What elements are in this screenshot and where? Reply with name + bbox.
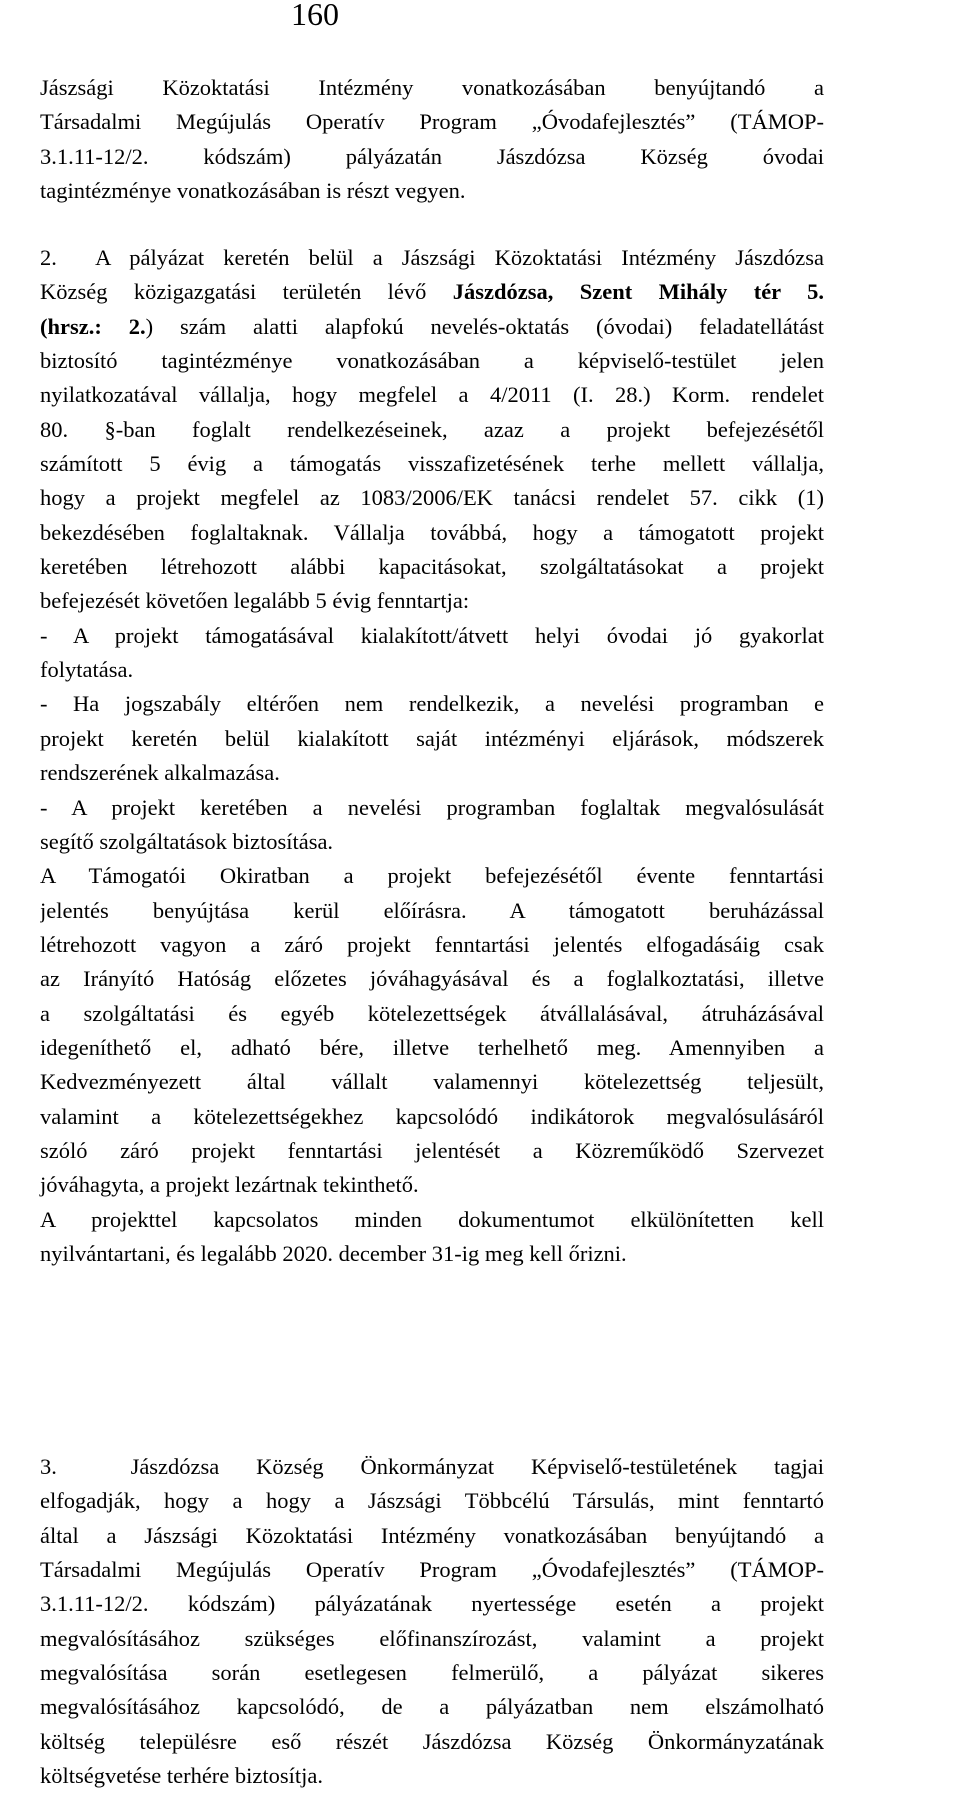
intro-paragraph: [40, 71, 824, 208]
section-2-line: a szolgáltatási és egyéb kötelezettségek átvállalásával, átruházásával: [40, 1000, 824, 1026]
section-2-line-text: A pályázat keretén belül a Jászsági Közoktatási Intézmény Jászdózsa: [95, 245, 824, 270]
section-2-line: hogy a projekt megfelel az 1083/2006/EK tanácsi rendelet 57. cikk (1): [40, 485, 824, 511]
section-3-line: költség településre eső részét Jászdózsa Község Önkormányzatának: [40, 1728, 824, 1754]
section-2-line: [40, 275, 824, 309]
hrsz-bold: (hrsz.: 2.: [40, 313, 146, 339]
section-2-line: segítő szolgáltatások biztosítása.: [40, 828, 334, 854]
section-2-line: A Támogatói Okiratban a projekt befejezésétől évente fenntartási: [40, 863, 824, 889]
section-2-line: bekezdésében foglaltaknak. Vállalja továbbá, hogy a támogatott projekt: [40, 519, 824, 545]
section-2-line: keretében létrehozott alábbi kapacitásokat, szolgáltatásokat a projekt: [40, 554, 824, 580]
section-2-line: jelentés benyújtása kerül előírásra. A támogatott beruházással: [40, 897, 824, 923]
intro-line: Jászsági Közoktatási Intézmény vonatkozásában benyújtandó a: [40, 75, 824, 100]
section-3-number: 3.: [40, 1454, 57, 1479]
section-2-line-plain: ) szám alatti alapfokú nevelés-oktatás (óvodai) feladatellátást: [145, 313, 824, 339]
section-2-line: nyilatkozatával vállalja, hogy megfelel a 4/2011 (I. 28.) Korm. rendelet: [40, 382, 824, 408]
section-2-line: valamint a kötelezettségekhez kapcsolódó indikátorok megvalósulásáról: [40, 1103, 824, 1129]
address-bold: Jászdózsa, Szent Mihály tér 5.: [452, 279, 824, 305]
intro-line: Társadalmi Megújulás Operatív Program „Óvodafejlesztés” (TÁMOP-: [40, 109, 824, 135]
section-2-line: biztosító tagintézménye vonatkozásában a képviselő-testület jelen: [40, 348, 824, 374]
section-2-first-line: [40, 241, 824, 275]
page-number: 160: [291, 0, 339, 32]
section-2-line: - A projekt keretében a nevelési programban foglaltak megvalósulását: [40, 794, 824, 820]
section-2-line: folytatása.: [40, 657, 134, 683]
section-2-line: A projekttel kapcsolatos minden dokumentumot elkülönítetten kell: [40, 1206, 824, 1232]
section-3-line: elfogadják, hogy a hogy a Jászsági Többcélú Társulás, mint fenntartó: [40, 1488, 824, 1514]
section-2-line: létrehozott vagyon a záró projekt fenntartási jelentés elfogadásáig csak: [40, 931, 824, 957]
intro-line: 3.1.11-12/2. kódszám) pályázatán Jászdózsa Község óvodai: [40, 143, 824, 169]
section-3-line: megvalósításához szükséges előfinanszírozást, valamint a projekt: [40, 1625, 824, 1651]
section-2: [40, 241, 824, 1271]
section-3-line: költségvetése terhére biztosítja.: [40, 1763, 324, 1789]
section-2-line: projekt keretén belül kialakított saját intézményi eljárások, módszerek: [40, 725, 824, 751]
intro-line: tagintézménye vonatkozásában is részt vegyen.: [40, 178, 466, 204]
section-2-line: - Ha jogszabály eltérően nem rendelkezik, a nevelési programban e: [40, 691, 824, 717]
section-3-line: megvalósítása során esetlegesen felmerülő, a pályázat sikeres: [40, 1660, 824, 1686]
section-2-line: 80. §-ban foglalt rendelkezéseinek, azaz a projekt befejezésétől: [40, 416, 824, 442]
section-3-line-text: Jászdózsa Község Önkormányzat Képviselő-testületének tagjai: [130, 1454, 824, 1479]
section-2-number: 2.: [40, 245, 57, 270]
section-2-line: számított 5 évig a támogatás visszafizetésének terhe mellett vállalja,: [40, 451, 824, 477]
section-2-line: - A projekt támogatásával kialakított/átvett helyi óvodai jó gyakorlat: [40, 622, 824, 648]
section-2-line: idegeníthető el, adható bére, illetve terhelhető meg. Amennyiben a: [40, 1034, 824, 1060]
section-2-line: rendszerének alkalmazása.: [40, 760, 280, 786]
section-2-line: nyilvántartani, és legalább 2020. december 31-ig meg kell őrizni.: [40, 1240, 627, 1266]
section-2-line: az Irányító Hatóság előzetes jóváhagyásával és a foglalkoztatási, illetve: [40, 966, 824, 992]
section-2-line: szóló záró projekt fenntartási jelentését a Közreműködő Szervezet: [40, 1137, 824, 1163]
section-3-line: megvalósításához kapcsolódó, de a pályázatban nem elszámolható: [40, 1694, 824, 1720]
section-2-line: [40, 310, 824, 344]
section-2-line: jóváhagyta, a projekt lezártnak tekinthető.: [40, 1172, 419, 1198]
section-3-line: által a Jászsági Közoktatási Intézmény vonatkozásában benyújtandó a: [40, 1522, 824, 1548]
section-2-line: Kedvezményezett által vállalt valamennyi kötelezettség teljesült,: [40, 1069, 824, 1095]
section-2-line: befejezését követően legalább 5 évig fenntartja:: [40, 588, 470, 614]
section-2-line-plain: Község közigazgatási területén lévő: [40, 279, 453, 305]
section-3-first-line: [40, 1450, 824, 1484]
section-3: [40, 1450, 824, 1793]
section-3-line: Társadalmi Megújulás Operatív Program „Óvodafejlesztés” (TÁMOP-: [40, 1557, 824, 1583]
section-3-line: 3.1.11-12/2. kódszám) pályázatának nyertessége esetén a projekt: [40, 1591, 824, 1617]
